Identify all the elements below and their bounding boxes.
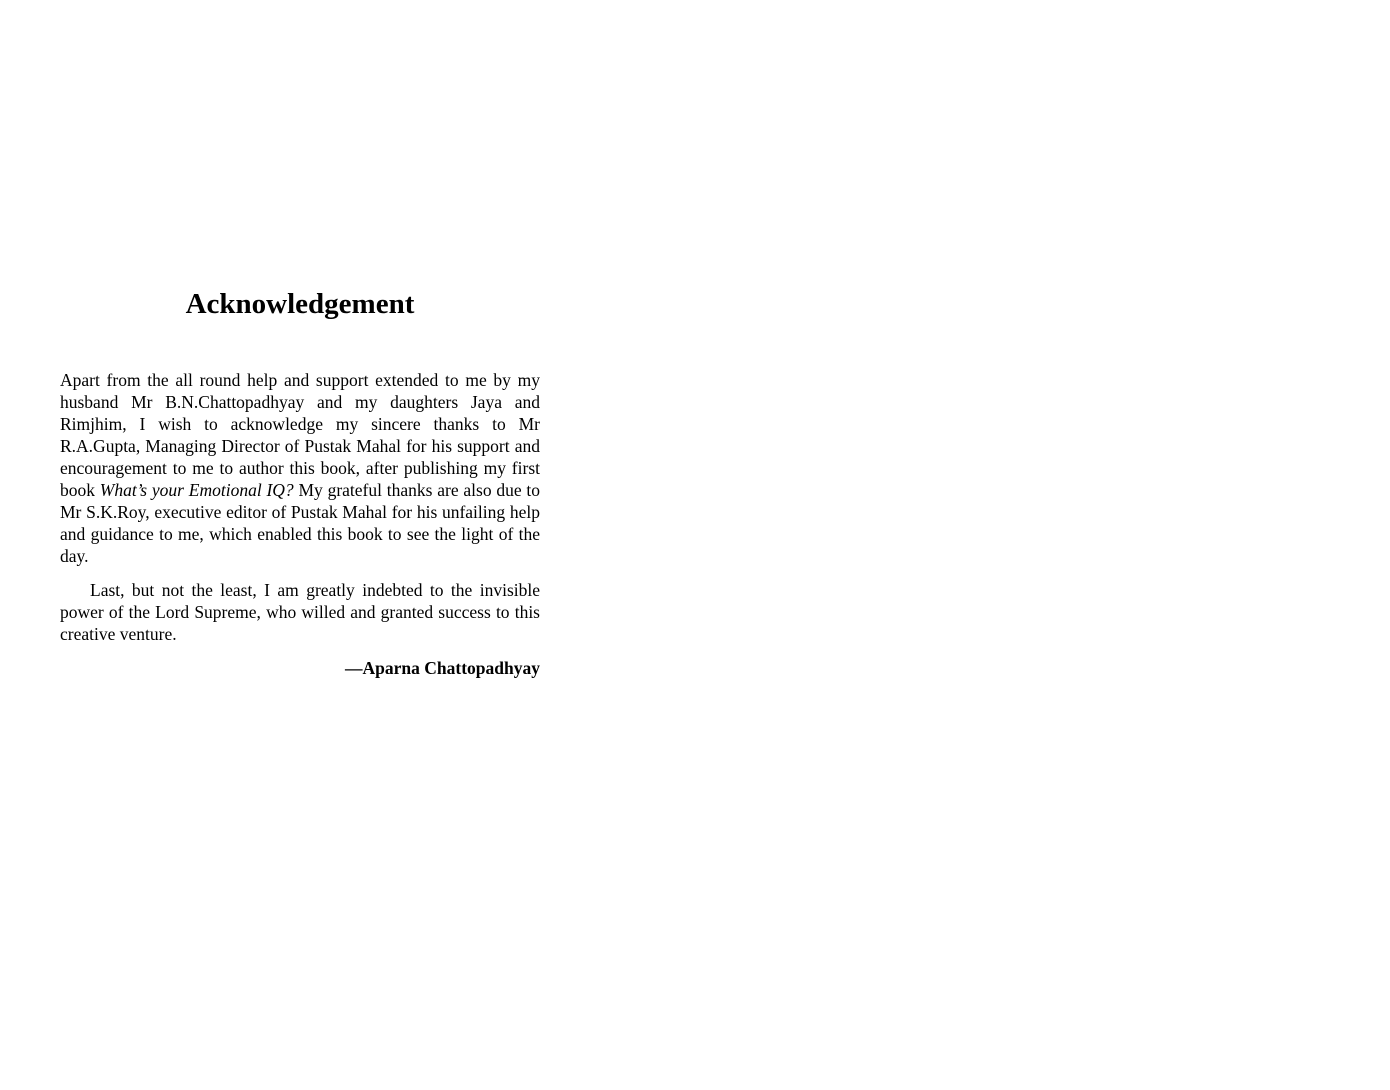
acknowledgement-body (60, 369, 540, 679)
paragraph-2: Last, but not the least, I am greatly indebted to the invisible power of the Lord Supreme, who willed and granted success to this creative venture. (60, 580, 540, 644)
book-title: What’s your Emotional IQ? (99, 480, 294, 500)
paragraph-1 (60, 369, 540, 567)
paragraph-1-text-start: Apart from the all round help and support extended to me by my husband Mr B.N.Chattopadhyay and my daughters Jaya and Rimjhim, I wish to acknowledge my sincere thanks to Mr R.A.Gupta, Managing Director of Pustak Mahal for his support and encouragement to me to author this book, after publishing my first book (60, 370, 540, 500)
page-title: Acknowledgement (185, 288, 415, 320)
author-signature: —Aparna Chattopadhyay (345, 658, 540, 678)
paragraph-1-text-end: My grateful thanks are also due to Mr S.K.Roy, executive editor of Pustak Mahal for his unfailing help and guidance to me, which enabled this book to see the light of the day. (60, 480, 541, 566)
